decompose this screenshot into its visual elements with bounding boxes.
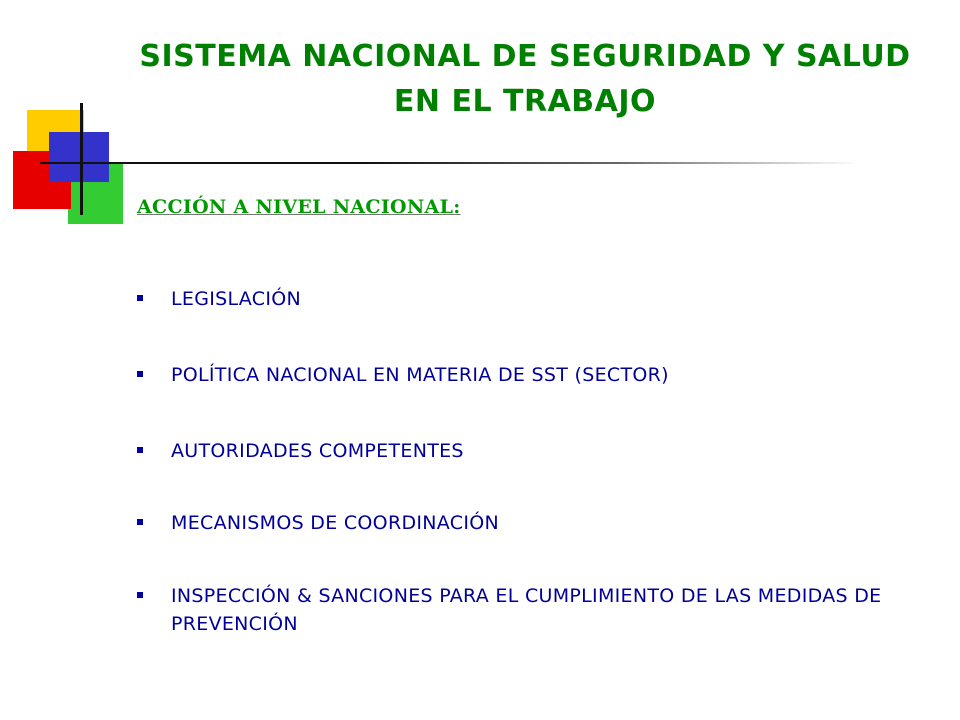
list-item (137, 582, 937, 638)
list-item (137, 437, 937, 465)
blue-square-decoration (49, 132, 109, 182)
list-item-text: LEGISLACIÓN (171, 288, 302, 310)
section-heading: ACCIÓN A NIVEL NACIONAL: (137, 196, 461, 218)
square-bullet-icon (137, 371, 143, 377)
list-item (137, 361, 937, 389)
list-item-text: INSPECCIÓN & SANCIONES PARA EL CUMPLIMIENTO DE LAS MEDIDAS DE PREVENCIÓN (171, 585, 882, 635)
list-item (137, 509, 937, 537)
vertical-rule (80, 103, 83, 215)
list-item-text: AUTORIDADES COMPETENTES (171, 440, 464, 462)
list-item (137, 285, 937, 313)
square-bullet-icon (137, 592, 143, 598)
square-bullet-icon (137, 519, 143, 525)
square-bullet-icon (137, 447, 143, 453)
horizontal-rule (40, 162, 860, 164)
list-item-text: MECANISMOS DE COORDINACIÓN (171, 512, 499, 534)
slide-title: SISTEMA NACIONAL DE SEGURIDAD Y SALUD EN EL TRABAJO (139, 39, 911, 119)
square-bullet-icon (137, 295, 143, 301)
list-item-text: POLÍTICA NACIONAL EN MATERIA DE SST (SECTOR) (171, 364, 669, 386)
